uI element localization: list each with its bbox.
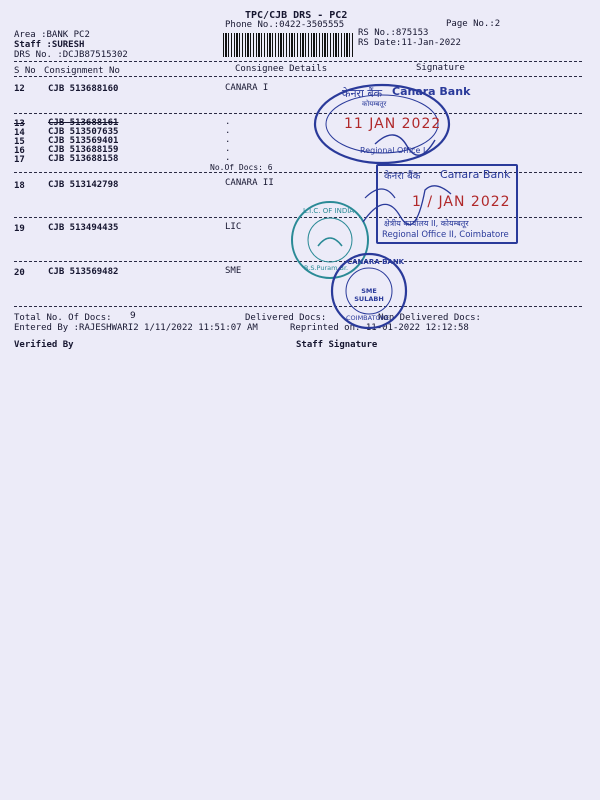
non-delivered-docs-label: Non Delivered Docs:: [378, 313, 481, 323]
row-details: .: [225, 135, 231, 145]
col-header-sno: S No: [14, 66, 36, 76]
row-consignment: CJB 513688160: [48, 84, 119, 94]
stamp-bank-name: Canara Bank: [392, 85, 471, 98]
lic-branch: R.S.Puram Br.: [304, 264, 349, 272]
barcode: [223, 33, 353, 57]
row-sno: 15: [14, 137, 25, 147]
drs-number: DRS No. :DCJB87515302: [14, 50, 128, 60]
row-details: .: [225, 153, 231, 163]
stamp-bank-name: Canara Bank: [440, 168, 511, 181]
staff-field: Staff :SURESH: [14, 40, 85, 50]
page-number: Page No.:2: [446, 19, 501, 29]
row-details: CANARA II: [225, 178, 274, 188]
signature-scribble: [355, 120, 505, 240]
entered-by: Entered By :RAJESHWARI2 1/11/2022 11:51:07 AM: [14, 323, 258, 333]
reprinted-on: Reprinted on: 11-01-2022 12:12:58: [290, 323, 469, 333]
lic-name: L.I.C. OF INDIA: [303, 207, 355, 215]
stamp-date: 1 / JAN 2022: [412, 194, 511, 210]
document-title: TPC/CJB DRS - PC2: [245, 10, 348, 21]
row-sno: 12: [14, 84, 25, 94]
row-details: .: [225, 144, 231, 154]
row-sno: 14: [14, 128, 25, 138]
divider: [14, 61, 582, 62]
row-details: LIC: [225, 222, 242, 232]
stamp-hindi-name: केनरा बैंक: [342, 87, 383, 100]
stamp-hindi-name: केनरा बैंक: [384, 171, 421, 182]
row-sno: 19: [14, 224, 25, 234]
divider: [14, 306, 582, 307]
total-docs-value: 9: [130, 311, 136, 321]
divider: [14, 113, 582, 114]
total-docs-label: Total No. Of Docs:: [14, 313, 112, 323]
group-doc-count: No.Of Docs: 6: [210, 163, 273, 172]
sme-branch: SME SULABH: [354, 287, 384, 303]
row-consignment: CJB 513688158: [48, 154, 119, 164]
area-field: Area :BANK PC2: [14, 30, 90, 40]
row-sno: 13: [14, 119, 25, 129]
rs-date: RS Date:11-Jan-2022: [358, 38, 461, 48]
row-consignment: CJB 513507635: [48, 127, 119, 137]
col-header-signature: Signature: [416, 63, 465, 73]
verified-by-label: Verified By: [14, 340, 74, 350]
row-details: SME: [225, 266, 242, 276]
row-sno: 16: [14, 146, 25, 156]
row-consignment: CJB 513142798: [48, 180, 119, 190]
stamp-city: कोयम्बतूर: [362, 100, 387, 108]
row-details: .: [225, 126, 231, 136]
row-sno: 17: [14, 155, 25, 165]
phone-number: Phone No.:0422-3505555: [225, 20, 345, 30]
row-details: .: [225, 117, 231, 127]
row-consignment: CJB 513569401: [48, 136, 119, 146]
col-header-consignment: Consignment No: [44, 66, 120, 76]
sme-sulabh-stamp: [330, 252, 408, 330]
row-consignment: CJB 513688159: [48, 145, 119, 155]
divider: [14, 76, 582, 77]
row-consignment: CJB 513688161: [48, 118, 119, 128]
staff-signature-label: Staff Signature: [296, 340, 378, 350]
row-consignment: CJB 513494435: [48, 223, 119, 233]
stamp-office: Regional Office I: [360, 146, 426, 155]
sme-city: COIMBATORE: [346, 314, 390, 322]
sme-bank-name: CANARA BANK: [347, 258, 405, 266]
row-details: CANARA I: [225, 83, 269, 93]
col-header-consignee: Consignee Details: [235, 64, 328, 74]
stamp-office-hindi: क्षेत्रीय कार्यालय II, कोयम्बतूर: [384, 219, 469, 228]
row-sno: 20: [14, 268, 25, 278]
row-sno: 18: [14, 181, 25, 191]
stamp-office: Regional Office II, Coimbatore: [382, 230, 509, 240]
rs-number: RS No.:875153: [358, 28, 429, 38]
delivered-docs-label: Delivered Docs:: [245, 313, 327, 323]
row-consignment: CJB 513569482: [48, 267, 119, 277]
stamp-date: 11 JAN 2022: [344, 116, 442, 132]
